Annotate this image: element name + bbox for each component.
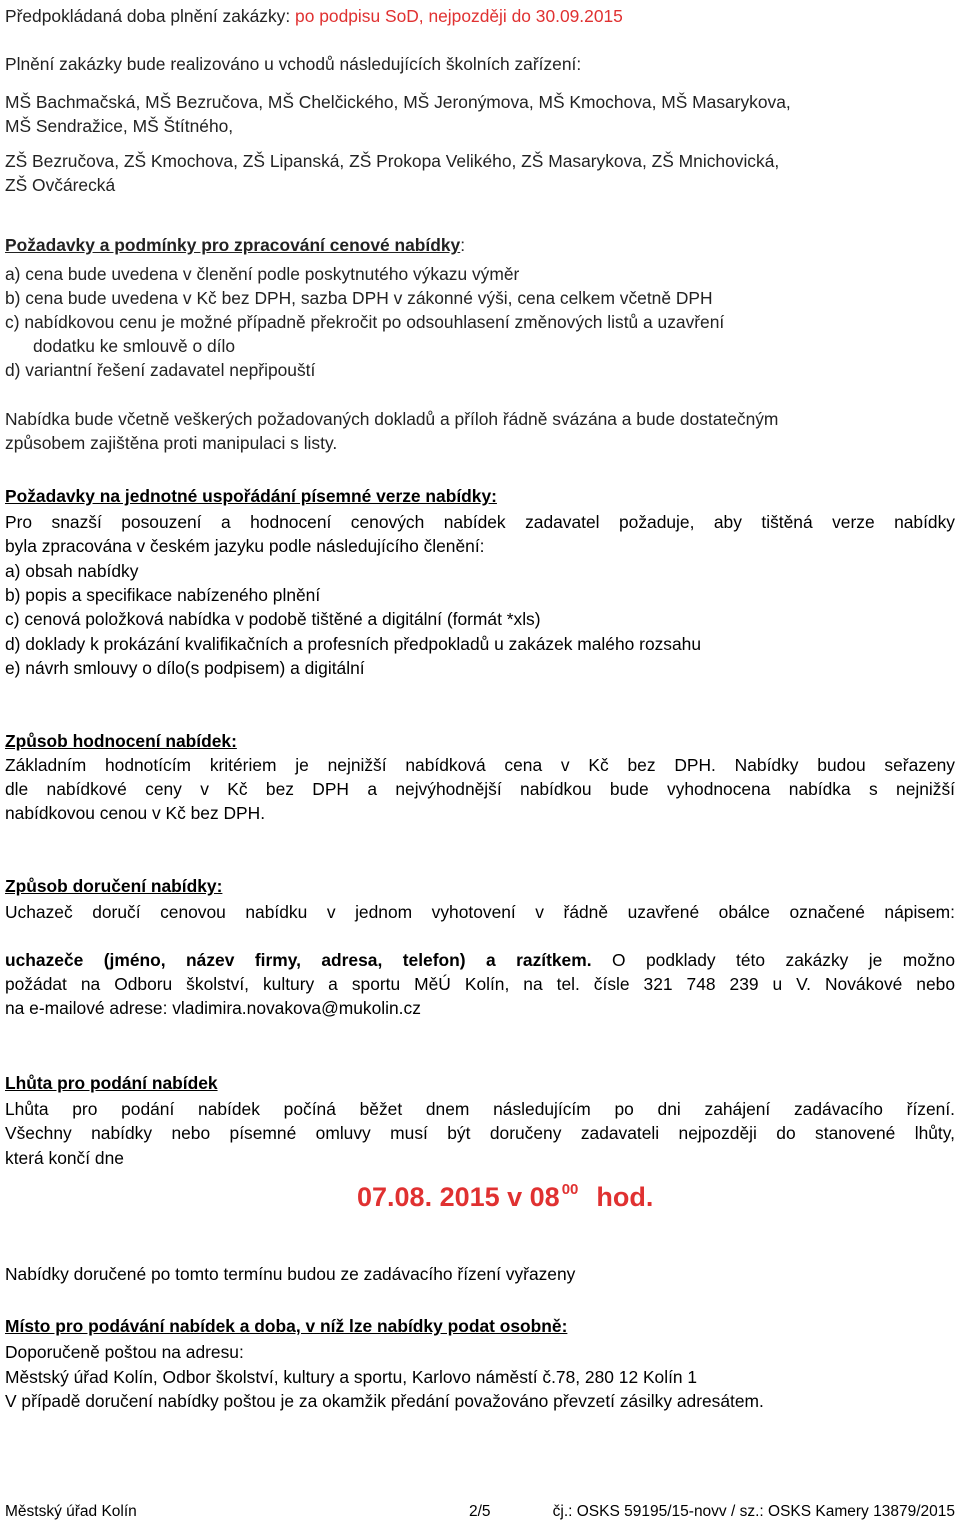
- structure-item-d: d) doklady k prokázání kvalifikačních a profesních předpokladů u zakázek malého rozsahu: [5, 634, 702, 654]
- zs-list-line-1: ZŠ Bezručova, ZŠ Kmochova, ZŠ Lipanská, ZŠ Prokopa Velikého, ZŠ Masarykova, ZŠ Mnichovická,: [5, 151, 780, 171]
- evaluation-line-3: nabídkovou cenou v Kč bez DPH.: [5, 803, 266, 823]
- requirement-item-b: b) cena bude uvedena v Kč bez DPH, sazba DPH v zákonné výši, cena celkem včetně DPH: [5, 288, 713, 308]
- structure-item-a: a) obsah nabídky: [5, 561, 139, 581]
- structure-line-1: Pro snazší posouzení a hodnocení cenových nabídek zadavatel požaduje, aby tištěná verze nabídky: [5, 512, 955, 532]
- evaluation-heading: Způsob hodnocení nabídek:: [5, 731, 237, 751]
- requirements-heading-colon: :: [460, 235, 466, 255]
- structure-heading: Požadavky na jednotné uspořádání písemné verze nabídky:: [5, 486, 497, 506]
- footer-page-number: 2/5: [469, 1503, 491, 1520]
- requirement-item-c: c) nabídkovou cenu je možné případně překročit po odsouhlasení změnových listů a uzavření: [5, 312, 725, 332]
- delivery-line-1: Uchazeč doručí cenovou nabídku v jednom vyhotovení v řádně uzavřené obálce označené nápisem:: [5, 902, 955, 922]
- place-line-2: Městský úřad Kolín, Odbor školství, kultury a sportu, Karlovo náměstí č.78, 280 12 Kolín 1: [5, 1367, 698, 1387]
- structure-line-2: byla zpracována v českém jazyku podle následujícího členění:: [5, 536, 485, 556]
- late-submission-note: Nabídky doručené po tomto termínu budou ze zadávacího řízení vyřazeny: [5, 1264, 576, 1284]
- delivery-line-3: [5, 948, 955, 972]
- ms-list-line-2: MŠ Sendražice, MŠ Štítného,: [5, 116, 234, 136]
- delivery-line-4: požádat na Odboru školství, kultury a sportu MěÚ Kolín, na tel. čísle 321 748 239 u V. Novákové nebo: [5, 974, 955, 994]
- deadline-line-1: Lhůta pro podání nabídek počíná běžet dnem následujícím po dni zahájení zadávacího řízení.: [5, 1099, 955, 1119]
- deadline-label: Předpokládaná doba plnění zakázky:: [5, 6, 296, 26]
- structure-item-b: b) popis a specifikace nabízeného plnění: [5, 585, 321, 605]
- deadline-line-3: která končí dne: [5, 1148, 124, 1168]
- deadline-date-minutes: 00: [561, 1181, 579, 1198]
- binding-line-2: způsobem zajištěna proti manipulaci s listy.: [5, 433, 338, 453]
- footer-office: Městský úřad Kolín: [5, 1503, 137, 1520]
- deadline-value: po podpisu SoD, nejpozději do 30.09.2015: [295, 6, 623, 26]
- footer-reference: čj.: OSKS 59195/15-novv / sz.: OSKS Kamery 13879/2015: [552, 1503, 955, 1520]
- place-heading: Místo pro podávání nabídek a doba, v níž lze nabídky podat osobně:: [5, 1316, 568, 1336]
- deadline-heading: Lhůta pro podání nabídek: [5, 1073, 218, 1093]
- venues-intro: Plnění zakázky bude realizováno u vchodů následujících školních zařízení:: [5, 54, 582, 74]
- deadline-line: [5, 4, 623, 28]
- requirement-item-d: d) variantní řešení zadavatel nepřipouští: [5, 360, 316, 380]
- evaluation-line-2: dle nabídkové ceny v Kč bez DPH a nejvýhodnější nabídkou bude vyhodnocena nabídka s nejnižší: [5, 779, 955, 799]
- place-line-1: Doporučeně poštou na adresu:: [5, 1342, 244, 1362]
- deadline-date-main: 07.08. 2015 v 08: [357, 1182, 560, 1212]
- requirements-heading-line: [5, 233, 465, 257]
- zs-list-line-2: ZŠ Ovčárecká: [5, 175, 116, 195]
- structure-item-c: c) cenová položková nabídka v podobě tištěné a digitální (formát *xls): [5, 609, 541, 629]
- structure-item-e: e) návrh smlouvy o dílo(s podpisem) a digitální: [5, 658, 365, 678]
- delivery-line-3-bold: uchazeče (jméno, název firmy, adresa, telefon) a razítkem.: [5, 950, 592, 970]
- submission-deadline-date: [357, 1173, 653, 1214]
- deadline-line-2: Všechny nabídky nebo písemné omluvy musí být doručeny zadavateli nejpozději do stanovené lhůty,: [5, 1123, 955, 1143]
- delivery-line-3-rest: O podklady této zakázky je možno: [591, 950, 955, 970]
- delivery-heading: Způsob doručení nabídky:: [5, 876, 223, 896]
- delivery-line-5: na e-mailové adrese: vladimira.novakova@mukolin.cz: [5, 998, 421, 1018]
- evaluation-line-1: Základním hodnotícím kritériem je nejnižší nabídková cena v Kč bez DPH. Nabídky budou seřazeny: [5, 755, 955, 775]
- deadline-date-suffix: hod.: [596, 1182, 654, 1212]
- requirements-heading: Požadavky a podmínky pro zpracování cenové nabídky: [5, 235, 461, 255]
- place-line-3: V případě doručení nabídky poštou je za okamžik předání považováno převzetí zásilky adresátem.: [5, 1391, 764, 1411]
- requirement-item-c-continued: dodatku ke smlouvě o dílo: [33, 336, 236, 356]
- ms-list-line-1: MŠ Bachmačská, MŠ Bezručova, MŠ Chelčického, MŠ Jeronýmova, MŠ Kmochova, MŠ Masarykova,: [5, 92, 791, 112]
- requirement-item-a: a) cena bude uvedena v členění podle poskytnutého výkazu výměr: [5, 264, 520, 284]
- binding-line-1: Nabídka bude včetně veškerých požadovaných dokladů a příloh řádně svázána a bude dostatečným: [5, 409, 779, 429]
